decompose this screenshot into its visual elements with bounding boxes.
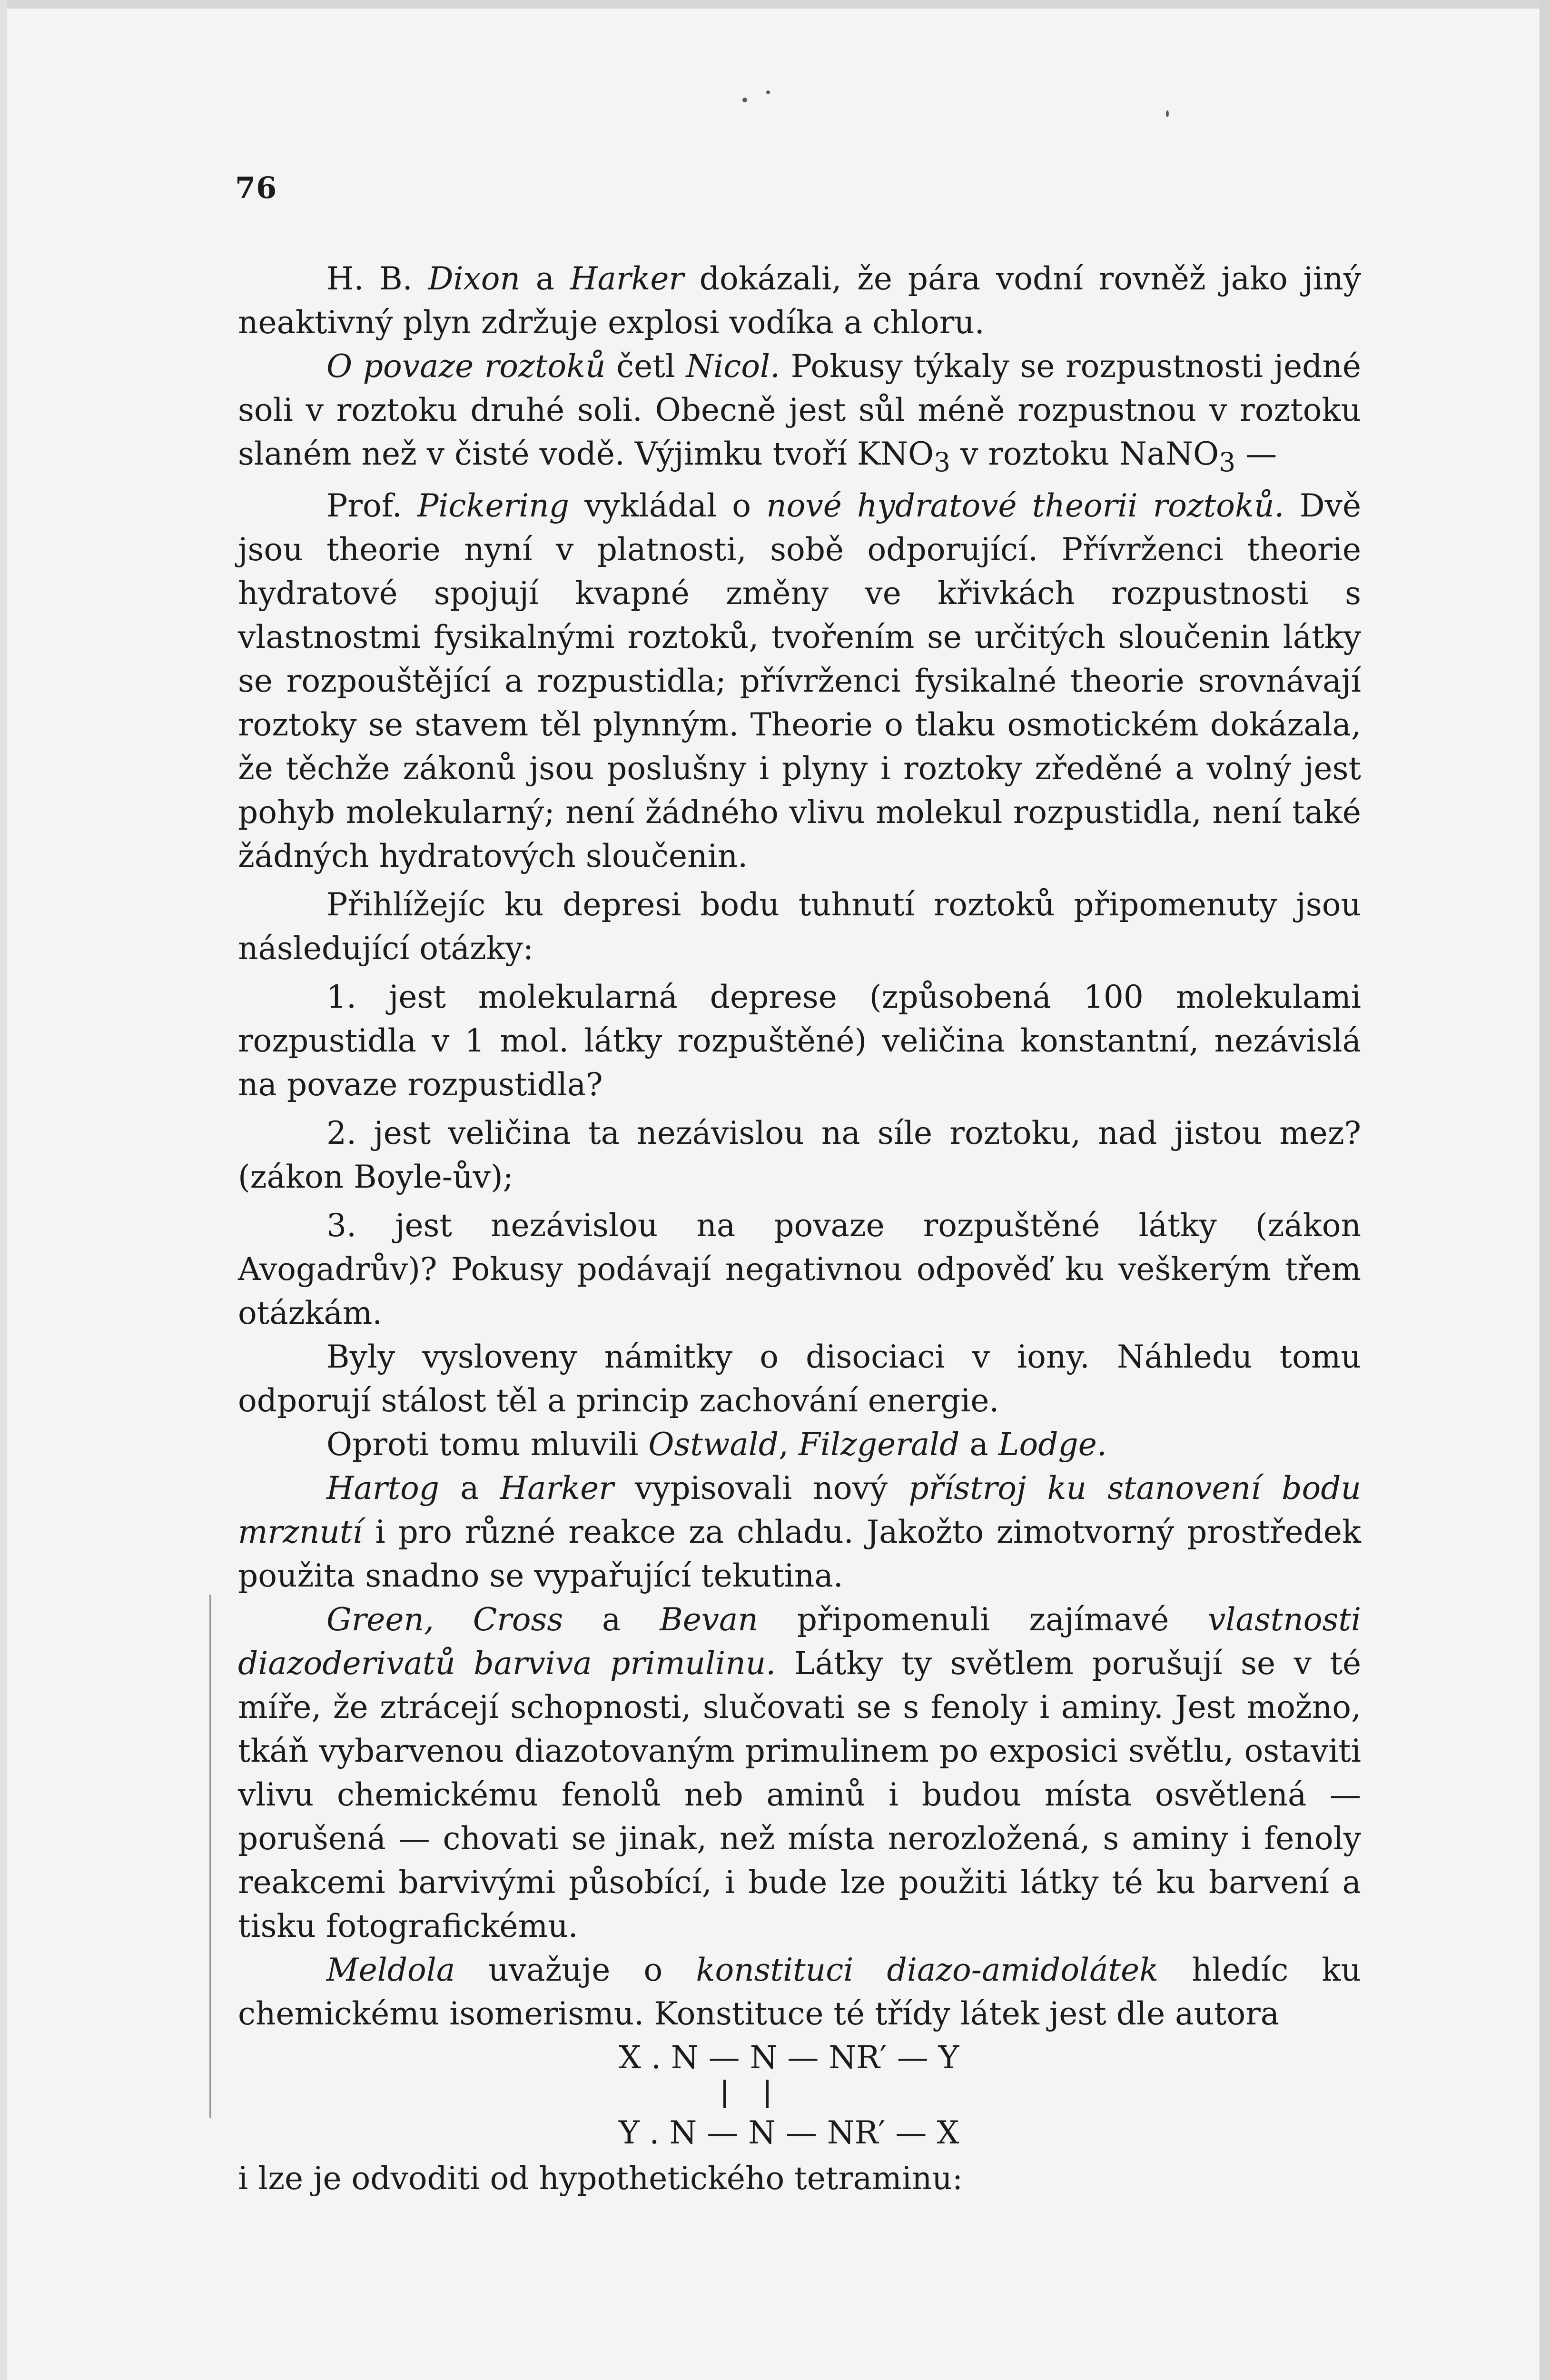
chemical-formula	[238, 2036, 1361, 2157]
paragraph: O povaze roztoků četl Nicol. Pokusy týkaly se rozpustnosti jedné soli v roztoku druhé soli. Obecně jest sůl méně rozpustnou v roztoku slaném než v čisté vodě. Výjimku tvoří $KNO_3$ v roztoku NaNO$_3$ —	[238, 348, 1361, 478]
margin-fold-mark	[209, 1595, 211, 2118]
numbered-question: 2. jest veličina ta nezávislou na síle roztoku, nad jistou mez? (zákon Boyle-ův);	[238, 1115, 1361, 1196]
formula-bond-left	[723, 2080, 726, 2108]
dust-speck	[1166, 110, 1169, 117]
scan-edge-left	[0, 0, 7, 2380]
paragraph: Green, Cross a Bevan připomenuli zajímavé vlastnosti diazoderivatů barviva primulinu. Látky ty světlem porušují se v té míře, že ztrácejí schopnosti, slučovati se s fenoly i aminy. Jest možno, tkáň vybarvenou diazotovaným primulinem po exposici světlu, ostaviti vlivu chemickému fenolů neb aminů i budou místa osvětlená — porušená — chovati se jinak, než místa nerozložená, s aminy i fenoly reakcemi barvivými působící, i bude lze použiti látky té ku barvení a tisku fotografickému.	[238, 1601, 1362, 1945]
closing-line: i lze je odvoditi od hypothetického tetraminu:	[238, 2160, 963, 2197]
dust-speck	[742, 98, 747, 102]
paragraph: Přihlížejíc ku depresi bodu tuhnutí roztoků připomenuty jsou následující otázky:	[238, 886, 1361, 967]
page-number: 76	[235, 170, 277, 205]
numbered-question: 3. jest nezávislou na povaze rozpuštěné látky (zákon Avogadrův)? Pokusy podávají negativnou odpověď ku veškerým třem otázkám.	[238, 1207, 1361, 1332]
scan-edge-right	[1540, 0, 1550, 2380]
paragraph: Hartog a Harker vypisovali nový přístroj ku stanovení bodu mrznutí i pro různé reakce za chladu. Jakožto zimotvorný prostředek použita snadno se vypařující tekutina.	[238, 1470, 1362, 1595]
body-text	[238, 257, 1361, 2201]
paragraph: Byly vysloveny námitky o disociaci v iony. Náhledu tomu odporují stálost těl a princip zachování energie.	[238, 1339, 1361, 1419]
formula-line-2: Y . N — N — NR′ — X	[619, 2114, 959, 2152]
formula-line-1: X . N — N — NR′ — Y	[619, 2039, 959, 2076]
numbered-question: 1. jest molekularná deprese (způsobená 100 molekulami rozpustidla v 1 mol. látky rozpuštěné) veličina konstantní, nezávislá na povaze rozpustidla?	[238, 979, 1361, 1103]
dust-speck	[766, 90, 770, 94]
paragraph: Oproti tomu mluvili Ostwald, Filzgerald a Lodge.	[326, 1426, 1107, 1463]
paragraph: Prof. Pickering vykládal o nové hydratové theorii roztoků. Dvě jsou theorie nyní v platnosti, sobě odporující. Přívrženci theorie hydratové spojují kvapné změny ve křivkách rozpustnosti s vlastnostmi fysikalnými roztoků, tvořením se určitých sloučenin látky se rozpouštějící a rozpustidla; přívrženci fysikalné theorie srovnávají roztoky se stavem těl plynným. Theorie o tlaku osmotickém dokázala, že těchže zákonů jsou poslušny i plyny i roztoky zředěné a volný jest pohyb molekularný; není žádného vlivu molekul rozpustidla, není také žádných hydratových sloučenin.	[238, 487, 1361, 875]
paragraph: H. B. Dixon a Harker dokázali, že pára vodní rovněž jako jiný neaktivný plyn zdržuje explosi vodíka a chloru.	[238, 260, 1361, 341]
paragraph: Meldola uvažuje o konstituci diazo-amidolátek hledíc ku chemickému isomerismu. Konstituce té třídy látek jest dle autora	[238, 1952, 1361, 2033]
scan-edge-top	[0, 0, 1550, 9]
formula-bond-right	[766, 2080, 769, 2108]
